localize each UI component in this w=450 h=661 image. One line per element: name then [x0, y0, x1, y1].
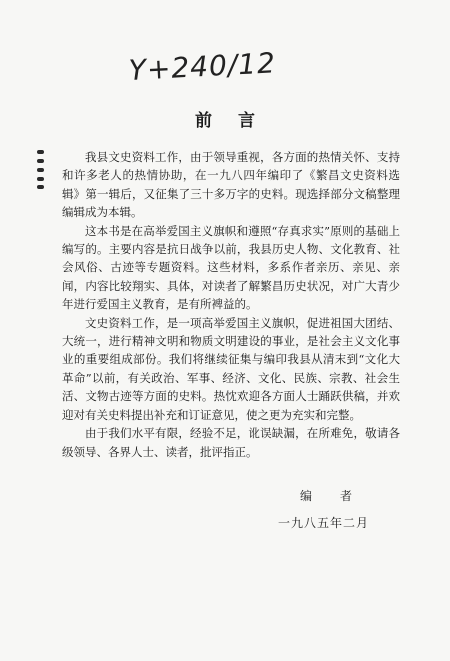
binding-hole-marks	[37, 150, 45, 190]
preface-body	[62, 148, 400, 461]
paragraph-3: 文史资料工作，是一项高举爱国主义旗帜，促进祖国大团结、大统一，进行精神文明和物质文明建设的事业，是社会主义文化事业的重要组成部份。我们将继续征集与编印我县从清末到“文化大革命”以前，有关政治、军事、经济、文化、民族、宗教、社会生活、文物古迹等方面的史料。热忱欢迎各方面人士踊跃供稿，并欢迎对有关史料提出补充和订证意见，使之更为充实和完整。	[62, 315, 400, 422]
page-title: 前言	[195, 111, 281, 131]
paragraph-4: 由于我们水平有限，经验不足，讹误缺漏，在所难免，敬请各级领导、各界人士、读者，批评指正。	[62, 426, 400, 459]
paragraph-1: 我县文史资料工作，由于领导重视，各方面的热情关怀、支持和许多老人的热情协助，在一九八四年编印了《繁昌文史资料选辑》第一辑后，又征集了三十多万字的史料。现选择部分文稿整理编辑成为本辑。	[62, 150, 400, 220]
handwritten-call-number: Y+240/12	[128, 46, 277, 87]
editor-signature: 编者	[300, 489, 381, 503]
publication-date: 一九八五年二月	[278, 516, 370, 530]
paragraph-2: 这本书是在高举爱国主义旗帜和遵照“存真求实”原则的基础上编写的。主要内容是抗日战争以前，我县历史人物、文化教育、社会风俗、古迹等专题资料。这些材料，多系作者亲历、亲见、亲闻，内容比较翔实、具体，对读者了解繁昌历史状况，对广大青少年进行爱国主义教育，是有所裨益的。	[62, 223, 400, 312]
